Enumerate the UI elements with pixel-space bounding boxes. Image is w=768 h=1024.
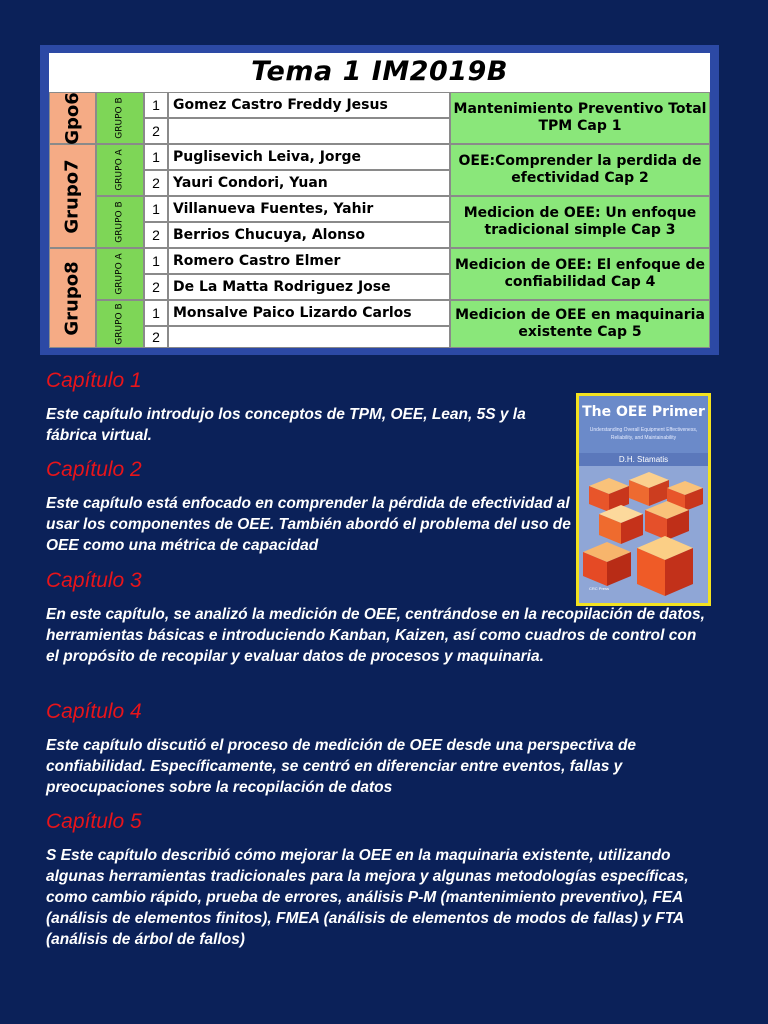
topic-cell: Medicion de OEE: Un enfoque tradicional simple Cap 3 [450,196,710,248]
student-name: Villanueva Fuentes, Yahir [168,196,450,222]
chapter-5-title: Capítulo 5 [46,810,142,833]
row-number: 1 [144,144,168,170]
group-cell-grupo7 [49,144,96,248]
row-number: 2 [144,222,168,248]
group-cell-gpo6 [49,92,96,144]
student-name: Romero Castro Elmer [168,248,450,274]
row-number: 1 [144,92,168,118]
group-cell-grupo8 [49,248,96,348]
group-label: Grupo7 [62,158,83,234]
subgroup-label: GRUPO A [115,253,125,295]
student-name: Monsalve Paico Lizardo Carlos [168,300,450,326]
row-number: 2 [144,118,168,144]
chapter-2-text: Este capítulo está enfocado en comprender la pérdida de efectividad al usar los componentes de OEE. También abordó el problema del uso de OEE como una métrica de capacidad [46,495,571,554]
subgroup-cell [96,196,144,248]
book-subtitle: Understanding Overall Equipment Effectiveness, Reliability, and Maintainability [589,427,698,441]
cubes-illustration [579,466,708,603]
topic-cell: Medicion de OEE en maquinaria existente Cap 5 [450,300,710,348]
chapter-2-title: Capítulo 2 [46,458,142,481]
student-name [168,326,450,348]
book-cover-inner [579,396,708,603]
table-title: Tema 1 IM2019B [251,55,508,87]
subgroup-cell [96,92,144,144]
chapter-4-text: Este capítulo discutió el proceso de medición de OEE desde una perspectiva de confiabilidad. Específicamente, se centró en diferenciar entre eventos, fallas y preocupaciones sobre la recopilación de datos [46,737,637,796]
student-name: Berrios Chucuya, Alonso [168,222,450,248]
topic-cell: OEE:Comprender la perdida de efectividad Cap 2 [450,144,710,196]
topic-cell: Mantenimiento Preventivo Total TPM Cap 1 [450,92,710,144]
chapter-4-title: Capítulo 4 [46,700,142,723]
topic-cell: Medicion de OEE: El enfoque de confiabilidad Cap 4 [450,248,710,300]
chapter-5-text: S Este capítulo describió cómo mejorar la OEE en la maquinaria existente, utilizando algunas herramientas tradicionales para la mejora y algunas metodologías específicas, como cambio rápido, prueba de errores, análisis P-M (mantenimiento preventivo), FEA (análisis de elementos finitos), FMEA (análisis de elementos de modos de fallas) y FTA (análisis de árbol de fallos) [46,847,689,948]
row-number: 1 [144,248,168,274]
chapter-3-text: En este capítulo, se analizó la medición de OEE, centrándose en la recopilación de datos, herramientas básicas e introduciendo Kanban, Kaizen, así como cuadros de control con el propósito de recopilar y evaluar datos de procesos y maquinaria. [46,606,705,665]
student-name: De La Matta Rodriguez Jose [168,274,450,300]
subgroup-cell [96,300,144,348]
student-name: Yauri Condori, Yuan [168,170,450,196]
subgroup-label: GRUPO A [115,149,125,191]
chapter-3-title: Capítulo 3 [46,569,142,592]
student-name: Gomez Castro Freddy Jesus [168,92,450,118]
chapter-1-text: Este capítulo introdujo los conceptos de TPM, OEE, Lean, 5S y la fábrica virtual. [46,406,526,444]
chapter-1-title: Capítulo 1 [46,369,142,392]
book-publisher: CRC Press [589,586,610,591]
row-number: 2 [144,170,168,196]
group-label: Gpo6 [62,91,83,145]
table-body [49,53,710,348]
subgroup-cell [96,248,144,300]
book-title: The OEE Primer [582,404,705,420]
schedule-table [40,45,719,355]
row-number: 1 [144,300,168,326]
subgroup-label: GRUPO B [115,303,125,345]
book-author: D.H. Stamatis [579,453,708,466]
group-label: Grupo8 [62,260,83,336]
subgroup-label: GRUPO B [115,201,125,243]
subgroup-cell [96,144,144,196]
row-number: 1 [144,196,168,222]
student-name [168,118,450,144]
student-name: Puglisevich Leiva, Jorge [168,144,450,170]
subgroup-label: GRUPO B [115,97,125,139]
row-number: 2 [144,274,168,300]
book-cover-image [576,393,711,606]
row-number: 2 [144,326,168,348]
